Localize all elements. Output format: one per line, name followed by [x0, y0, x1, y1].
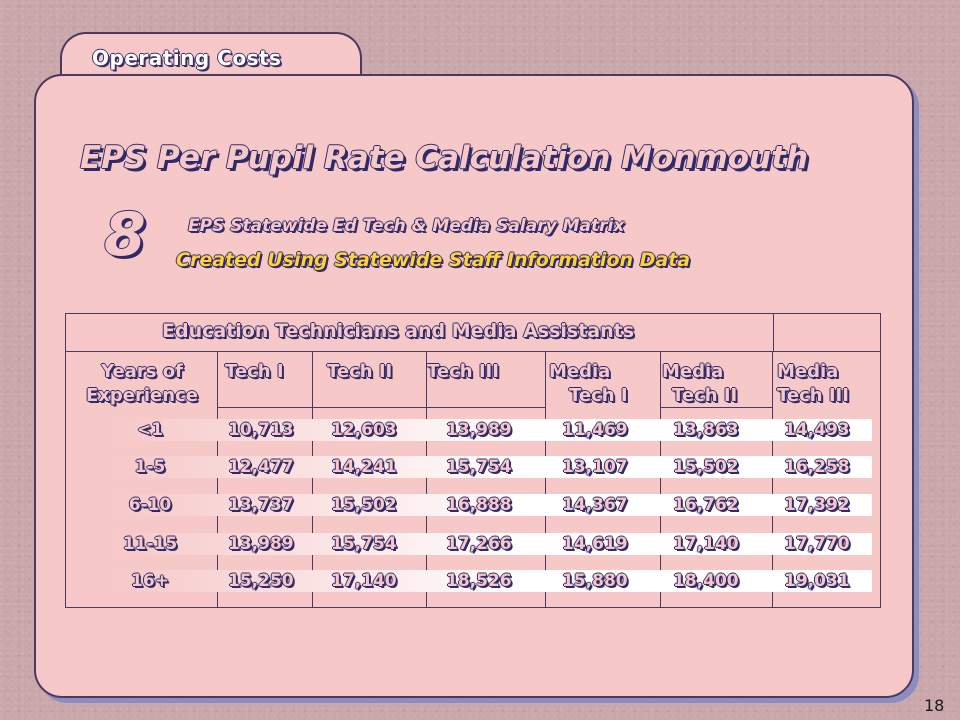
col-header-line: Media	[777, 361, 839, 382]
table-cell: 14,619	[562, 534, 628, 554]
col-header-tech-3	[427, 360, 499, 384]
col-header-line: Tech III	[427, 361, 499, 382]
table-cell: 12,477	[228, 457, 294, 477]
table-title: Education Technicians and Media Assistants	[162, 320, 635, 342]
col-header-media-tech-2	[662, 360, 737, 408]
col-divider-5	[660, 351, 661, 607]
table-cell: 13,989	[228, 534, 294, 554]
table-cell: 17,266	[446, 534, 512, 554]
col-header-years	[82, 360, 202, 408]
page-number: 18	[924, 696, 945, 715]
row-label: 1-5	[134, 457, 166, 477]
table-cell: 15,502	[673, 457, 739, 477]
col-header-media-tech-3	[777, 360, 849, 408]
table-right-border	[880, 313, 881, 607]
col-divider-1	[217, 351, 218, 607]
col-header-line: Media	[549, 361, 611, 382]
subtitle-matrix: EPS Statewide Ed Tech & Media Salary Matrix	[188, 216, 625, 236]
table-cell: 18,400	[673, 571, 739, 591]
slide-title: EPS Per Pupil Rate Calculation Monmouth	[80, 140, 809, 176]
table-cell: 18,526	[446, 571, 512, 591]
table-cell: 16,258	[784, 457, 850, 477]
col-header-line: Tech I	[225, 361, 284, 382]
table-bottom-border	[65, 607, 881, 608]
col-divider-3	[426, 351, 427, 607]
table-cell: 16,888	[446, 495, 512, 515]
subtitle-source: Created Using Statewide Staff Information Data	[176, 249, 691, 271]
table-cell: 11,469	[562, 420, 628, 440]
table-cell: 10,713	[228, 420, 294, 440]
table-cell: 14,241	[331, 457, 397, 477]
row-label: 11-15	[122, 534, 178, 554]
col-header-line: Tech III	[777, 385, 849, 406]
col-header-line: Tech I	[569, 385, 628, 406]
row-label: 16+	[131, 571, 169, 591]
table-cell: 12,603	[331, 420, 397, 440]
col-divider-2	[312, 351, 313, 607]
table-cell: 17,140	[331, 571, 397, 591]
table-cell: 15,880	[562, 571, 628, 591]
table-cell: 13,107	[562, 457, 628, 477]
col-header-tech-2	[327, 360, 392, 384]
col-header-line: Tech II	[327, 361, 393, 382]
table-header-divider	[65, 351, 881, 352]
table-cell: 15,754	[331, 534, 397, 554]
table-top-border	[65, 313, 881, 314]
col-divider-6	[772, 351, 773, 607]
table-cell: 17,392	[784, 495, 850, 515]
col-header-media-tech-1	[549, 360, 628, 408]
row-label: 6-10	[128, 495, 172, 515]
col-divider-4	[545, 351, 546, 607]
table-cell: 17,140	[673, 534, 739, 554]
table-cell: 13,737	[228, 495, 294, 515]
col-header-tech-1	[225, 360, 284, 384]
table-cell: 13,863	[673, 420, 739, 440]
col-header-line: Media	[662, 361, 724, 382]
table-cell: 15,250	[228, 571, 294, 591]
col-header-line: Years of	[101, 361, 183, 382]
title-right-divider	[773, 313, 774, 351]
table-cell: 16,762	[673, 495, 739, 515]
header-underline-1	[217, 407, 545, 408]
col-header-line: Experience	[86, 385, 198, 406]
col-header-line: Tech II	[672, 385, 738, 406]
table-cell: 15,502	[331, 495, 397, 515]
table-cell: 17,770	[784, 534, 850, 554]
table-cell: 15,754	[446, 457, 512, 477]
table-left-border	[65, 313, 66, 607]
bullet-number: 8	[104, 200, 146, 270]
table-cell: 13,989	[446, 420, 512, 440]
table-cell: 14,493	[784, 420, 850, 440]
table-cell: 14,367	[562, 495, 628, 515]
row-label: <1	[136, 420, 164, 440]
section-tab-label: Operating Costs	[92, 46, 282, 70]
table-cell: 19,031	[784, 571, 850, 591]
